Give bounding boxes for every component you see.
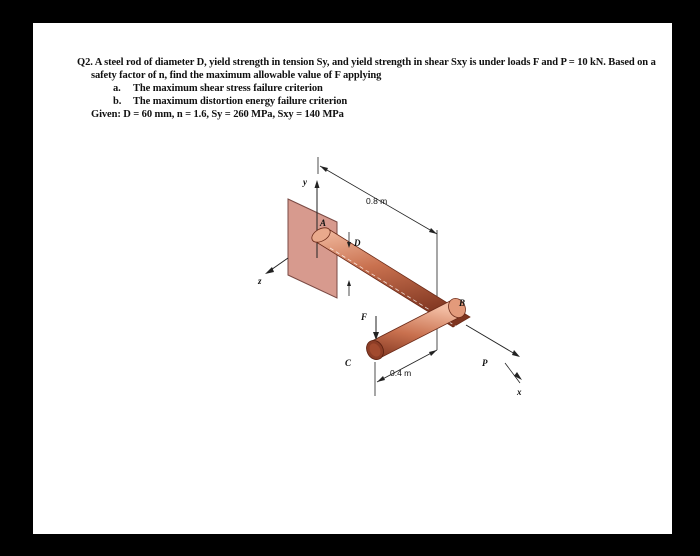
cross-rod [363,295,469,362]
item-a-marker: a. [113,83,121,94]
item-b-text: The maximum distortion energy failure criterion [133,96,348,107]
x-axis-arrow-icon [512,350,520,357]
label-y: y [303,177,307,187]
label-z: z [258,276,262,286]
label-F: F [361,312,368,322]
label-A: A [320,218,327,228]
x-axis [466,325,515,354]
z-axis-arrow-icon [265,267,274,274]
dim-long-arrow-icon [320,166,328,172]
label-D: D [354,238,361,248]
dim-long-arrow-end-icon [429,228,437,234]
d-lower-arrow-icon [347,280,351,286]
given-values: Given: D = 60 mm, n = 1.6, Sy = 260 MPa, Sxy = 140 MPa [91,109,344,120]
dim-short-arrow-icon [377,376,385,382]
dim-long-label: 0.8 m [366,196,388,206]
dim-short-label: 0.4 m [390,368,412,378]
label-C: C [345,358,352,368]
question-line-2: safety factor of n, find the maximum allowable value of F applying [91,70,382,81]
x-axis-lower [505,363,520,383]
label-B: B [459,298,466,308]
question-line-1: Q2. A steel rod of diameter D, yield strength in tension Sy, and yield strength in shear Sxy is under loads F and P = 10 kN. Based on a [77,57,656,68]
label-P: P [482,358,488,368]
item-b-marker: b. [113,96,122,107]
label-x: x [517,387,522,397]
p-arrow-icon [514,372,522,380]
item-a-text: The maximum shear stress failure criterion [133,83,323,94]
y-axis-arrow-icon [315,180,320,188]
dim-short-arrow-end-icon [429,350,437,356]
